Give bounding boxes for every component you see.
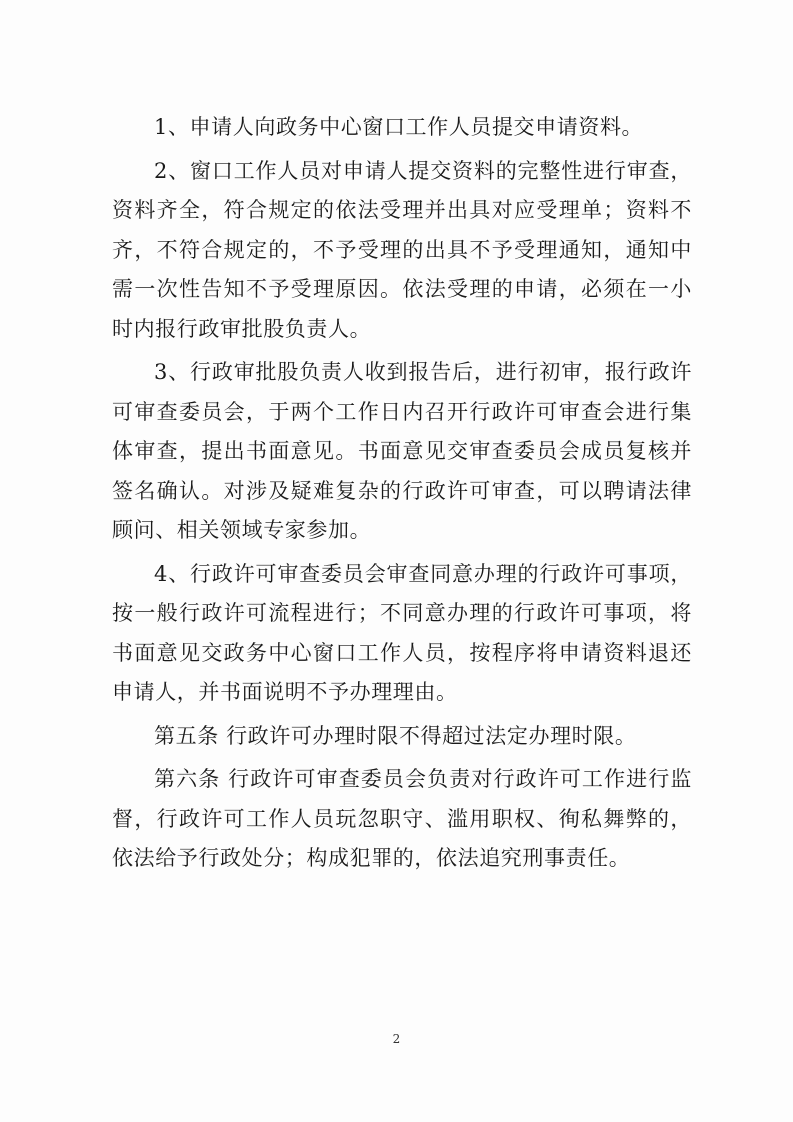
page-number: 2 xyxy=(392,1032,401,1046)
paragraph-step-2: 2、窗口工作人员对申请人提交资料的完整性进行审查，资料齐全，符合规定的依法受理并出具对应受理单；资料不齐，不符合规定的，不予受理的出具不予受理通知，通知中需一次性告知不予受理原因。依法受理的申请，必须在一小时内报行政审批股负责人。 xyxy=(112,158,692,341)
paragraph-step-3: 3、行政审批股负责人收到报告后，进行初审，报行政许可审查委员会，于两个工作日内召开行政许可审查会进行集体审查，提出书面意见。书面意见交审查委员会成员复核并签名确认。对涉及疑难复杂的行政许可审查，可以聘请法律顾问、相关领域专家参加。 xyxy=(112,360,692,542)
paragraph-step-4: 4、行政许可审查委员会审查同意办理的行政许可事项，按一般行政许可流程进行；不同意办理的行政许可事项，将书面意见交政务中心窗口工作人员，按程序将申请资料退还申请人，并书面说明不予办理理由。 xyxy=(112,561,692,704)
document-body xyxy=(112,108,692,883)
paragraph-step-1: 1、申请人向政务中心窗口工作人员提交申请资料。 xyxy=(154,115,644,139)
paragraph-article-5: 第五条 行政许可办理时限不得超过法定办理时限。 xyxy=(154,723,637,748)
paragraph-article-6: 第六条 行政许可审查委员会负责对行政许可工作进行监督，行政许可工作人员玩忽职守、滥用职权、徇私舞弊的，依法给予行政处分；构成犯罪的，依法追究刑事责任。 xyxy=(112,767,692,870)
